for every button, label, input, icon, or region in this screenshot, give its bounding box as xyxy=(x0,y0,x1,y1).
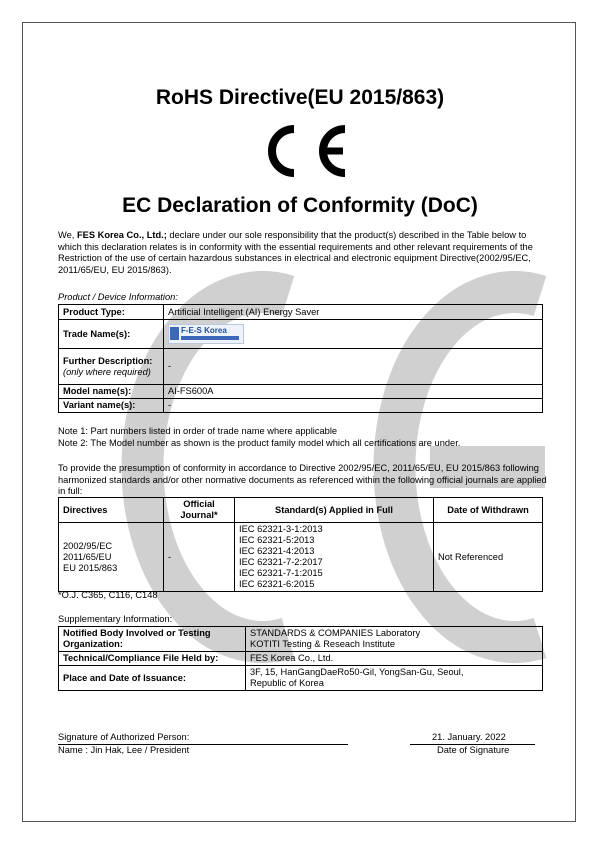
model-name-value: AI-FS600A xyxy=(164,385,543,399)
directives-cell: 2002/95/EC 2011/65/EU EU 2015/863 xyxy=(59,523,164,592)
withdrawn-header: Date of Withdrawn xyxy=(434,498,543,523)
declaration-heading: EC Declaration of Conformity (DoC) xyxy=(122,194,478,217)
variant-name-label: Variant name(s): xyxy=(59,399,164,413)
intro-text: declare under our sole responsibility that the product(s) described in the Table below to which this declaration relates is in conformity with the essential requirements and other relevant requirements of the Restriction of the use of certain hazardous substances in electrical and electronic equipment Directive(2002/95/EC, 2011/65/EU, EU 2015/863). xyxy=(58,230,533,275)
supplementary-label: Supplementary Information: xyxy=(58,614,173,624)
date-of-signature-label: Date of Signature xyxy=(437,745,510,755)
notes xyxy=(58,426,460,449)
directives-header: Directives xyxy=(59,498,164,523)
note-2: Note 2: The Model number as shown is the product family model which all certifications are under. xyxy=(58,437,461,448)
notified-body-label: Notified Body Involved or Testing Organization: xyxy=(59,627,246,652)
official-journal-cell: - xyxy=(164,523,235,592)
trade-name-value xyxy=(164,320,543,349)
intro-paragraph xyxy=(58,230,548,276)
intro-prefix: We, xyxy=(58,230,77,240)
standards-cell: IEC 62321-3-1:2013 IEC 62321-5:2013 IEC 62321-4:2013 IEC 62321-7-2:2017 IEC 62321-7-1:2015 IEC 62321-6:2015 xyxy=(235,523,434,592)
further-description-value: - xyxy=(164,349,543,385)
official-journal-note: *O.J. C365, C116, C148 xyxy=(58,590,158,600)
directives-table xyxy=(58,497,543,592)
file-held-label: Technical/Compliance File Held by: xyxy=(59,652,246,666)
place-date-label: Place and Date of Issuance: xyxy=(59,666,246,691)
file-held-value: FES Korea Co., Ltd. xyxy=(246,652,543,666)
fes-korea-logo: F-E-S Korea xyxy=(168,324,244,344)
product-section-label: Product / Device Information: xyxy=(58,292,178,302)
withdrawn-cell: Not Referenced xyxy=(434,523,543,592)
signatory-name: Name : Jin Hak, Lee / President xyxy=(58,745,190,755)
signature-date: 21. January. 2022 xyxy=(432,732,506,742)
standards-header: Standard(s) Applied in Full xyxy=(235,498,434,523)
presumption-paragraph: To provide the presumption of conformity in accordance to Directive 2002/95/EC, 2011/65/EU, EU 2015/863 following harmonized standards and/or other normative documents as referenced within the following official journals are applied in full: xyxy=(58,463,547,496)
further-description-label: Further Description: (only where required) xyxy=(59,349,164,385)
ce-mark-icon xyxy=(251,121,351,181)
product-type-value: Artificial Intelligent (AI) Energy Saver xyxy=(164,305,543,320)
company-name: FES Korea Co., Ltd.; xyxy=(76,230,167,240)
supplementary-table xyxy=(58,626,543,691)
signature-label: Signature of Authorized Person: xyxy=(58,732,190,742)
place-date-value: 3F, 15, HanGangDaeRo50-Gil, YongSan-Gu, Seoul, Republic of Korea xyxy=(246,666,543,691)
note-1: Note 1: Part numbers listed in order of trade name where applicable xyxy=(58,426,338,436)
variant-name-value: - xyxy=(164,399,543,413)
model-name-label: Model name(s): xyxy=(59,385,164,399)
page-title: RoHS Directive(EU 2015/863) xyxy=(155,86,445,109)
official-journal-header: Official Journal* xyxy=(164,498,235,523)
product-table xyxy=(58,304,543,413)
product-type-label: Product Type: xyxy=(59,305,164,320)
trade-name-label: Trade Name(s): xyxy=(59,320,164,349)
notified-body-value: STANDARDS & COMPANIES Laboratory KOTITI Testing & Reseach Institute xyxy=(246,627,543,652)
